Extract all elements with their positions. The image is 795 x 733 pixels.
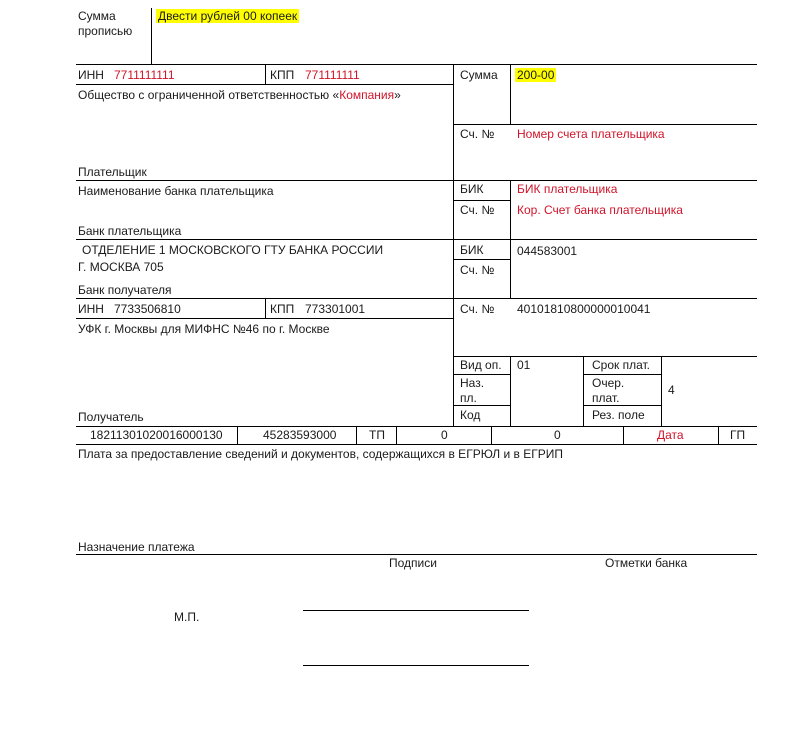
line-inn-kpp-divider (265, 64, 266, 84)
tax-doc-number: 0 (554, 428, 561, 442)
kod-label: Код (460, 408, 481, 422)
line-r-inn-kpp-divider (265, 298, 266, 318)
line-naz-bottom (453, 405, 510, 406)
line-vid-bottom (453, 374, 510, 375)
line-right-col-left-4 (510, 356, 511, 426)
line-purpose-bottom (76, 554, 757, 555)
payer-kpp-label: КПП (270, 68, 295, 82)
payer-name-company: Компания (339, 88, 395, 102)
tax-basis: ТП (369, 428, 385, 442)
line-recipient-bank-bottom (76, 298, 757, 299)
sum-words-divider (151, 8, 152, 64)
tax-oktmo: 45283593000 (263, 428, 337, 442)
line-right-col-left (510, 64, 511, 124)
recipient-kpp-value: 773301001 (305, 302, 366, 316)
payer-inn-value: 7711111111 (114, 68, 175, 82)
recipient-bank-name-1: ОТДЕЛЕНИЕ 1 МОСКОВСКОГО ГТУ БАНКА РОССИИ (82, 243, 384, 257)
recipient-bik-label: БИК (460, 243, 484, 257)
recipient-label: Получатель (78, 410, 144, 424)
amount-value: 200-00 (517, 68, 555, 82)
naz-pl-label-1: Наз. (460, 376, 485, 390)
recipient-account-value: 40101810800000010041 (517, 302, 651, 316)
signatures-label: Подписи (389, 556, 437, 570)
payer-bank-name: Наименование банка плательщика (78, 184, 274, 198)
amount-label: Сумма (460, 68, 498, 82)
line-tax-6 (718, 426, 719, 444)
line-op-top (453, 356, 757, 357)
line-tax-5 (623, 426, 624, 444)
rez-label: Рез. поле (592, 408, 645, 422)
line-tax-2 (356, 426, 357, 444)
payer-label: Плательщик (78, 165, 147, 179)
payer-name (78, 88, 401, 102)
ocher-value: 4 (668, 383, 675, 397)
vid-op-value: 01 (517, 358, 531, 372)
recipient-inn-value: 7733506810 (114, 302, 181, 316)
purpose-label: Назначение платежа (78, 540, 195, 554)
recipient-inn-label: ИНН (78, 302, 104, 316)
recipient-kpp-label: КПП (270, 302, 295, 316)
payer-kpp-value: 771111111 (305, 68, 360, 82)
line-right-col-left-3 (510, 239, 511, 298)
line-ocher-bottom (583, 405, 661, 406)
line-tax-3 (396, 426, 397, 444)
payer-inn-label: ИНН (78, 68, 104, 82)
recipient-bank-name-2: Г. МОСКВА 705 (78, 260, 164, 274)
line-rbik-bottom (453, 259, 510, 260)
sum-words-label-1: Сумма (78, 9, 116, 23)
line-tax-top (76, 426, 757, 427)
recipient-account-label: Сч. № (460, 302, 495, 316)
bank-marks-label: Отметки банка (605, 556, 688, 570)
recipient-corr-label: Сч. № (460, 263, 495, 277)
recipient-name: УФК г. Москвы для МИФНС №46 по г. Москве (78, 322, 330, 336)
purpose-text: Плата за предоставление сведений и документов, содержащихся в ЕГРЮЛ и в ЕГРИП (78, 447, 563, 461)
tax-date: Дата (657, 428, 684, 442)
tax-kbk: 18211301020016000130 (90, 428, 223, 442)
line-tax-4 (491, 426, 492, 444)
recipient-bik-value: 044583001 (517, 244, 578, 258)
line-tax-1 (237, 426, 238, 444)
sum-words-value: Двести рублей 00 копеек (158, 9, 298, 23)
line-left-col-right (453, 64, 454, 426)
line-bik-bottom (453, 200, 510, 201)
ocher-label-2: плат. (592, 391, 620, 405)
signature-line-2 (303, 665, 529, 666)
payer-account-label: Сч. № (460, 127, 495, 141)
line-op-right (661, 356, 662, 426)
tax-period: 0 (441, 428, 448, 442)
recipient-bank-label: Банк получателя (78, 283, 172, 297)
line-payer-bottom (76, 180, 757, 181)
line-payer-bank-bottom (76, 239, 757, 240)
tax-type: ГП (730, 428, 746, 442)
payer-name-prefix: Общество с ограниченной ответственностью « (78, 88, 340, 102)
sum-words-label-2: прописью (78, 24, 133, 38)
line-recipient-inn (76, 318, 453, 319)
line-amount-bottom (453, 124, 757, 125)
payer-corr-label: Сч. № (460, 203, 495, 217)
stamp-label: М.П. (174, 610, 200, 624)
ocher-label-1: Очер. (592, 376, 625, 390)
naz-pl-label-2: пл. (460, 391, 477, 405)
vid-op-label: Вид оп. (460, 358, 502, 372)
payer-corr-value: Кор. Счет банка плательщика (517, 203, 683, 217)
line-top-main (76, 64, 757, 65)
payer-bik-value: БИК плательщика (517, 182, 618, 196)
line-right-col-left-2 (510, 180, 511, 239)
signature-line-1 (303, 610, 529, 611)
payer-bik-label: БИК (460, 182, 484, 196)
payer-name-suffix: » (394, 88, 401, 102)
line-srok-bottom (583, 374, 661, 375)
line-tax-bottom (76, 444, 757, 445)
line-op-mid (583, 356, 584, 426)
payer-bank-label: Банк плательщика (78, 224, 182, 238)
srok-label: Срок плат. (592, 358, 651, 372)
line-payer-inn (76, 84, 453, 85)
payer-account-value: Номер счета плательщика (517, 127, 665, 141)
